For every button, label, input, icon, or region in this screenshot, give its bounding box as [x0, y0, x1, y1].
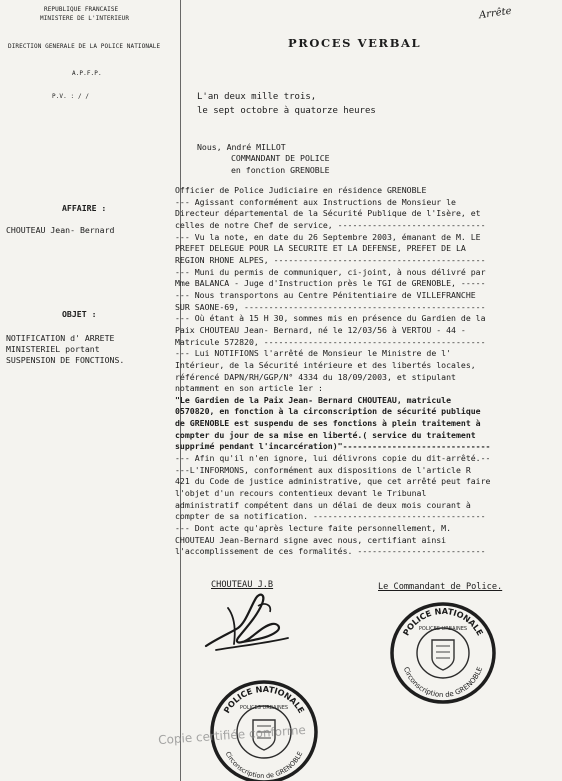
republic-label: REPUBLIQUE FRANCAISE — [44, 6, 119, 13]
body-line: --- Où étant à 15 H 30, sommes mis en présence du Gardien de la — [175, 313, 486, 324]
objet-line-3: SUSPENSION DE FONCTIONS. — [6, 355, 125, 365]
signature-label-left: CHOUTEAU J.B — [211, 580, 274, 590]
stamp-right-bottom-text: Circonscription de GRENOBLE — [401, 665, 485, 700]
stamp-right-top-text: POLICE NATIONALE — [400, 605, 486, 638]
stamp-bottom-bottom-text: Circonscription de GRENOBLE — [223, 750, 305, 781]
affaire-value: CHOUTEAU Jean- Bernard — [6, 225, 115, 235]
handwritten-signature — [198, 588, 294, 658]
direction-label: DIRECTION GENERALE DE LA POLICE NATIONALE — [8, 43, 161, 50]
emblem-icon — [432, 640, 454, 670]
officer-rank: COMMANDANT DE POLICE — [231, 153, 330, 163]
officer-name: Nous, André MILLOT — [197, 142, 286, 152]
date-line-1: L'an deux mille trois, — [197, 92, 317, 102]
body-line: l'accomplissement de ces formalités. -------------------------- — [175, 546, 486, 557]
body-line: 421 du Code de justice administrative, que cet arrêté peut faire — [175, 476, 491, 487]
body-line: PREFET DELEGUE POUR LA SECURITE ET LA DEFENSE, PREFET DE LA — [175, 243, 466, 254]
body-line: référencé DAPN/RH/GGP/N° 4334 du 18/09/2003, et stipulant — [175, 371, 456, 382]
body-line: Mme BALANCA - Juge d'Instruction près le TGI de GRENOBLE, ----- — [175, 278, 486, 289]
body-line: --- Agissant conformément aux Instructions de Monsieur le — [175, 196, 456, 207]
affaire-label: AFFAIRE : — [62, 203, 107, 213]
body-line: administratif compétent dans un délai de deux mois courant à — [175, 499, 471, 510]
pv-reference: P.V. : / / — [52, 93, 90, 100]
apfp-label: A.P.F.P. — [72, 70, 102, 77]
body-line: --- Nous transportons au Centre Pénitentiaire de VILLEFRANCHE — [175, 289, 476, 300]
stamp-bottom-sub-text: POLICES URBAINES — [239, 705, 289, 711]
body-line: Officier de Police Judiciaire en résidence GRENOBLE — [175, 185, 427, 195]
body-text — [175, 185, 555, 558]
body-line: --- Lui NOTIFIONS l'arrêté de Monsieur le Ministre de l' — [175, 348, 452, 359]
certified-copy-mark: Copie certifiée conforme — [157, 722, 307, 748]
body-line: --- Muni du permis de communiquer, ci-joint, à nous délivré par — [175, 266, 486, 277]
body-line: Intérieur, de la Sécurité intérieure et des libertés locales, — [175, 359, 476, 370]
police-stamp-right — [388, 600, 498, 706]
objet-label: OBJET : — [62, 309, 97, 319]
body-line-quoted: "Le Gardien de la Paix Jean- Bernard CHOUTEAU, matricule — [175, 394, 452, 405]
objet-line-1: NOTIFICATION d' ARRETE — [6, 333, 115, 343]
body-line: CHOUTEAU Jean-Bernard signe avec nous, certifiant ainsi — [175, 534, 447, 545]
date-line-2: le sept octobre à quatorze heures — [197, 106, 376, 116]
body-line: Directeur départemental de la Sécurité Publique de l'Isère, et — [175, 208, 481, 219]
body-line: Matricule 572820, --------------------------------------------- — [175, 336, 486, 347]
signature-label-right: Le Commandant de Police. — [378, 582, 503, 592]
handwritten-annotation: Arrête — [478, 5, 513, 22]
stamp-bottom-top-text: POLICE NATIONALE — [221, 683, 307, 715]
body-line-quoted: supprimé pendant l'incarcération)"------------------------------ — [175, 441, 491, 452]
body-line: --- Vu la note, en date du 26 Septembre 2003, émanant de M. LE — [175, 231, 481, 242]
stamp-right-sub-text: POLICES URBAINES — [418, 626, 468, 632]
ministry-label: MINISTERE DE L'INTERIEUR — [40, 15, 130, 22]
body-line: celles de notre Chef de service, ------------------------------ — [175, 219, 486, 230]
body-line: ---L'INFORMONS, conformément aux dispositions de l'article R — [175, 464, 471, 475]
body-line: SUR SAONE-69, ------------------------------------------------- — [175, 301, 486, 312]
body-line-quoted: compter du jour de sa mise en liberté.( service du traitement — [175, 429, 476, 440]
body-line: --- Dont acte qu'après lecture faite personnellement, M. — [175, 523, 452, 534]
document-title: PROCES VERBAL — [288, 36, 422, 50]
body-line-quoted: de GRENOBLE est suspendu de ses fonctions à plein traitement à — [175, 418, 481, 429]
body-line: compter de sa notification. ----------------------------------- — [175, 511, 486, 522]
body-line-quoted: 0570820, en fonction à la circonscription de sécurité publique — [175, 406, 481, 417]
officer-post: en fonction GRENOBLE — [231, 165, 330, 175]
body-line: l'objet d'un recours contentieux devant le Tribunal — [175, 488, 427, 499]
body-line: notamment en son article 1er : — [175, 383, 323, 394]
body-line: Paix CHOUTEAU Jean- Bernard, né le 12/03/56 à VERTOU - 44 - — [175, 324, 466, 335]
body-line: REGION RHONE ALPES, ------------------------------------------- — [175, 254, 486, 265]
body-line: --- Afin qu'il n'en ignore, lui délivrons copie du dit-arrêté.-- — [175, 453, 491, 464]
objet-line-2: MINISTERIEL portant — [6, 344, 100, 354]
